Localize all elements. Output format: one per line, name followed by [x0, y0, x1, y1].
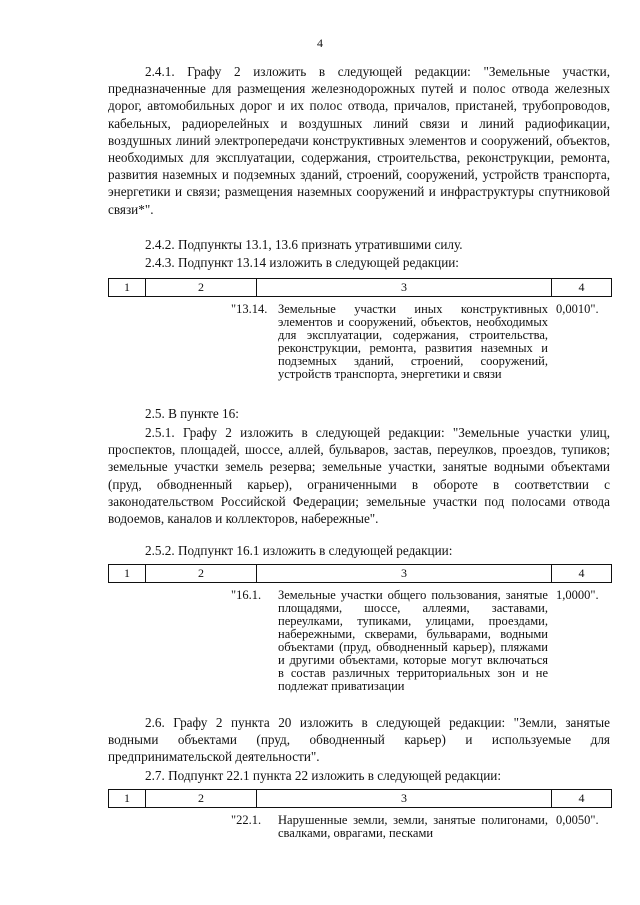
- column-number-1: 1: [109, 279, 146, 297]
- entry-number: "13.14.: [231, 302, 268, 316]
- paragraph-2-5-2: 2.5.2. Подпункт 16.1 изложить в следующей редакции:: [145, 543, 453, 558]
- paragraph-2-4-2: 2.4.2. Подпункты 13.1, 13.6 признать утратившими силу.: [145, 237, 463, 252]
- table-header-22-1: [108, 789, 612, 808]
- paragraph-2-5: 2.5. В пункте 16:: [145, 406, 239, 421]
- paragraph-2-7: 2.7. Подпункт 22.1 пункта 22 изложить в следующей редакции:: [145, 768, 501, 783]
- table-header-16-1: [108, 564, 612, 583]
- entry-number: "22.1.: [231, 813, 262, 827]
- entry-description: Нарушенные земли, земли, занятые полигонами, свалками, оврагами, песками: [278, 813, 548, 840]
- entry-number: "16.1.: [231, 588, 262, 602]
- paragraph-2-5-1: 2.5.1. Графу 2 изложить в следующей редакции: "Земельные участки улиц, проспектов, площадей, шоссе, аллей, бульваров, застав, переулков, проездов, тупиков; земельные участки земель резерва; земельные участки, занятые водными объектами (пруд, обводненный карьер), ограниченными в обороте в соответствии с законодательством Российской Федерации; земельные участки под полосами отвода водоемов, каналов и коллекторов, набережные".: [108, 425, 610, 527]
- column-number-2: 2: [146, 279, 257, 297]
- column-number-2: 2: [146, 565, 257, 583]
- paragraph-2-4-3: 2.4.3. Подпункт 13.14 изложить в следующей редакции:: [145, 255, 459, 270]
- entry-description: Земельные участки иных конструктивных элементов и сооружений, объектов, необходимых для эксплуатации, содержания, строительства, реконструкции, ремонта, развития наземных и подземных зданий, строений, сооружений, устройств транспорта, энергетики и связи: [278, 302, 548, 381]
- paragraph-2-6: 2.6. Графу 2 пункта 20 изложить в следующей редакции: "Земли, занятые водными объектами (пруд, обводненный карьер) и используемые для предпринимательской деятельности".: [108, 715, 610, 765]
- column-number-4: 4: [552, 565, 612, 583]
- column-number-2: 2: [146, 790, 257, 808]
- entry-description: Земельные участки общего пользования, занятые площадями, шоссе, аллеями, заставами, переулками, тупиками, улицами, проездами, набережными, скверами, бульварами, водными объектами (пруд, обводненный карьер), пляжами и другими объектами, которые могут включаться в состав различных территориальных зон и не подлежат приватизации: [278, 588, 548, 693]
- table-header-13-14: [108, 278, 612, 297]
- column-number-3: 3: [257, 565, 552, 583]
- column-number-3: 3: [257, 790, 552, 808]
- entry-value: 0,0050".: [556, 813, 599, 827]
- column-number-1: 1: [109, 790, 146, 808]
- column-number-3: 3: [257, 279, 552, 297]
- page-number: 4: [317, 36, 323, 50]
- column-number-1: 1: [109, 565, 146, 583]
- column-number-4: 4: [552, 790, 612, 808]
- entry-value: 1,0000".: [556, 588, 599, 602]
- paragraph-2-4-1: 2.4.1. Графу 2 изложить в следующей редакции: "Земельные участки, предназначенные для размещения железнодорожных путей и полос отвода железных дорог, автомобильных дорог и их полос отвода, причалов, пристаней, трубопроводов, кабельных, радиорелейных и воздушных линий связи и линий радиофикации, воздушных линий электропередачи конструктивных элементов и сооружений, объектов, необходимых для эксплуатации, содержания, строительства, реконструкции, ремонта, развития наземных и подземных зданий, строений, сооружений, устройств транспорта, энергетики и связи; размещения наземных сооружений и инфраструктуры спутниковой связи*".: [108, 64, 610, 217]
- column-number-4: 4: [552, 279, 612, 297]
- entry-value: 0,0010".: [556, 302, 599, 316]
